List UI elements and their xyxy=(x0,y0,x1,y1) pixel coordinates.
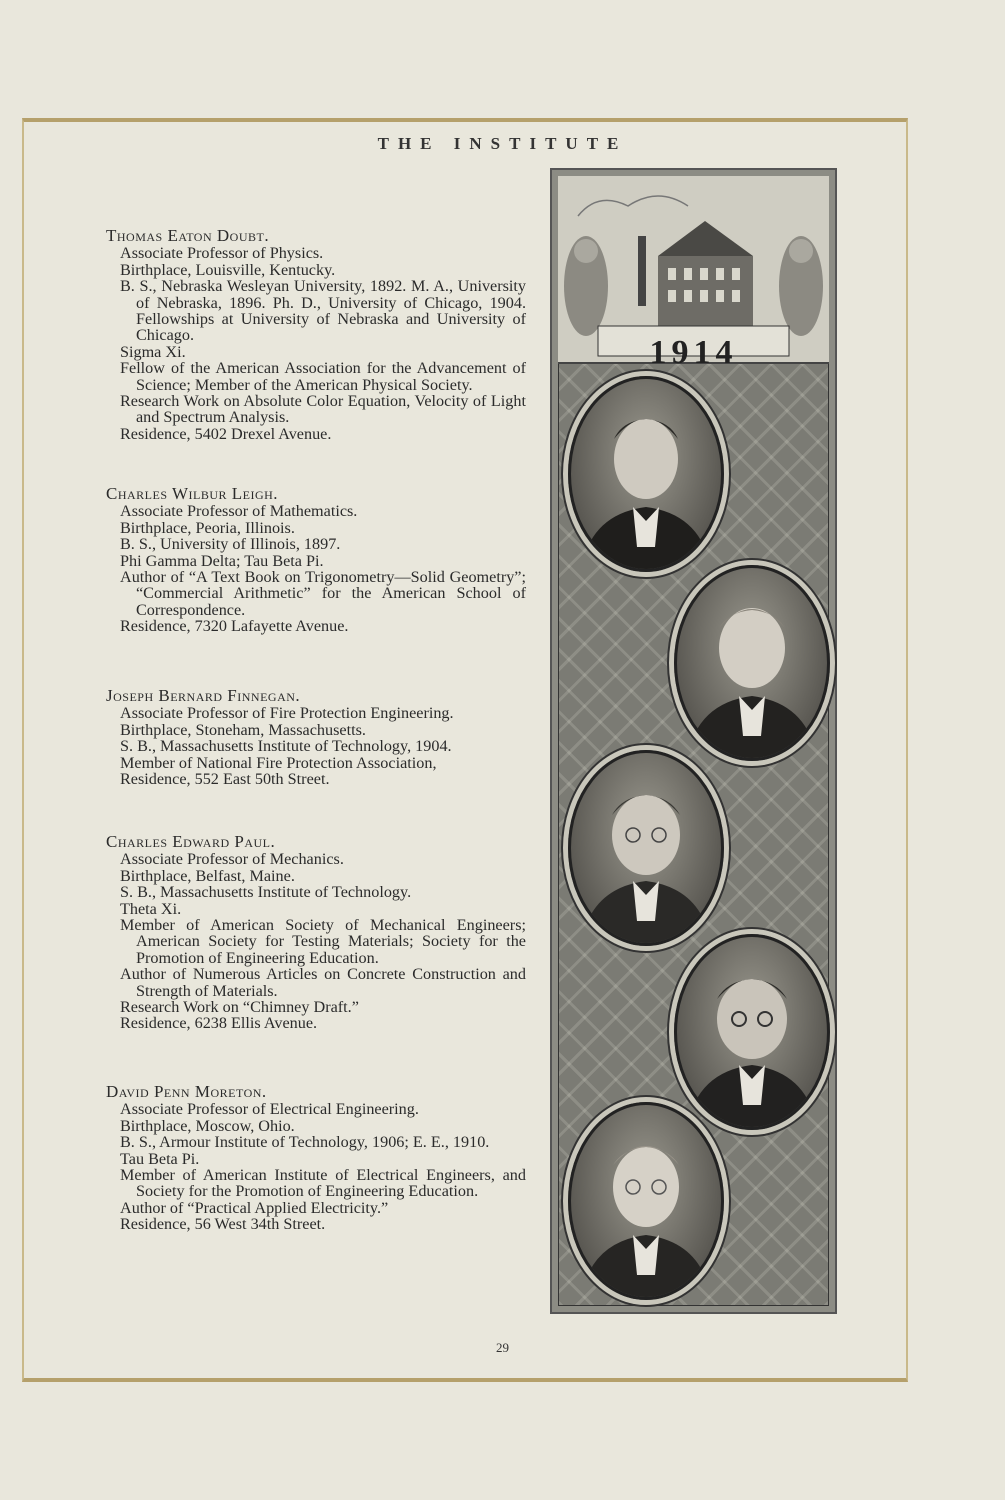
entry-line: Member of National Fire Protection Association, xyxy=(120,753,437,772)
portrait-figure xyxy=(571,753,721,943)
entry-line: Residence, 552 East 50th Street. xyxy=(120,770,330,789)
faculty-entry-doubt xyxy=(106,228,526,442)
entry-line: Tau Beta Pi. xyxy=(120,1149,200,1168)
entry-line: B. S., University of Illinois, 1897. xyxy=(120,535,341,554)
entry-line: Sigma Xi. xyxy=(120,342,186,361)
year-label: 1914 xyxy=(649,334,738,371)
entry-line: Phi Gamma Delta; Tau Beta Pi. xyxy=(120,551,324,570)
portrait-photo-doubt xyxy=(568,376,724,572)
entry-line: Theta Xi. xyxy=(120,899,182,918)
faculty-entry-paul xyxy=(106,834,526,1032)
portrait-photo-leigh xyxy=(674,565,830,761)
faculty-name: Charles Edward Paul. xyxy=(106,832,276,851)
entry-line: Fellow of the American Association for the Advancement of Science; Member of the American Physical Society. xyxy=(120,359,526,394)
faculty-name: David Penn Moreton. xyxy=(106,1082,267,1101)
entry-line: B. S., Armour Institute of Technology, 1906; E. E., 1910. xyxy=(120,1133,490,1152)
entry-line: Research Work on Absolute Color Equation, Velocity of Light and Spectrum Analysis. xyxy=(120,392,526,427)
faculty-entry-leigh xyxy=(106,486,526,635)
entry-line: S. B., Massachusetts Institute of Technology. xyxy=(120,883,412,902)
entry-line: S. B., Massachusetts Institute of Technology, 1904. xyxy=(120,737,452,756)
portrait-figure xyxy=(677,568,827,758)
entry-line: Author of “Practical Applied Electricity.” xyxy=(120,1198,389,1217)
entry-line: Associate Professor of Mathematics. xyxy=(120,502,358,521)
entry-line: Birthplace, Belfast, Maine. xyxy=(120,866,295,885)
portrait-figure xyxy=(677,937,827,1127)
portrait-photo-finnegan xyxy=(568,750,724,946)
campus-illustration-banner xyxy=(558,176,829,371)
entry-line: Birthplace, Moscow, Ohio. xyxy=(120,1116,295,1135)
portrait-figure xyxy=(571,1105,721,1297)
entry-line: Associate Professor of Fire Protection Engineering. xyxy=(120,704,454,723)
entry-line: Member of American Society of Mechanical Engineers; American Society for Testing Materials; Society for the Promotion of Engineering Education. xyxy=(120,916,526,967)
entry-line: Associate Professor of Mechanics. xyxy=(120,850,344,869)
faculty-name: Thomas Eaton Doubt. xyxy=(106,226,270,245)
faculty-entry-moreton xyxy=(106,1084,526,1233)
entry-line: Birthplace, Stoneham, Massachusetts. xyxy=(120,720,366,739)
entry-line: Birthplace, Louisville, Kentucky. xyxy=(120,260,336,279)
entry-line: Research Work on “Chimney Draft.” xyxy=(120,998,359,1017)
faculty-name: Charles Wilbur Leigh. xyxy=(106,484,279,503)
portrait-figure xyxy=(571,379,721,569)
entry-line: Author of “A Text Book on Trigonometry—Solid Geometry”; “Commercial Arithmetic” for the American School of Correspondence. xyxy=(120,568,526,619)
portrait-panel xyxy=(550,168,837,1314)
page-number: 29 xyxy=(496,1340,509,1355)
entry-line: Residence, 56 West 34th Street. xyxy=(120,1215,326,1234)
portrait-photo-paul xyxy=(674,934,830,1130)
page-header: THE INSTITUTE xyxy=(377,134,628,153)
entry-line: Author of Numerous Articles on Concrete Construction and Strength of Materials. xyxy=(120,965,526,1000)
entry-line: B. S., Nebraska Wesleyan University, 1892. M. A., University of Nebraska, 1896. Ph. D., University of Chicago, 1904. Fellowships at University of Nebraska and University of Chicago. xyxy=(120,277,526,345)
entry-line: Residence, 7320 Lafayette Avenue. xyxy=(120,617,349,636)
entry-line: Associate Professor of Physics. xyxy=(120,244,324,263)
entry-line: Associate Professor of Electrical Engineering. xyxy=(120,1100,419,1119)
entry-line: Birthplace, Peoria, Illinois. xyxy=(120,518,295,537)
portrait-photo-moreton xyxy=(568,1102,724,1300)
faculty-name: Joseph Bernard Finnegan. xyxy=(106,686,301,705)
entry-line: Member of American Institute of Electrical Engineers, and Society for the Promotion of Engineering Education. xyxy=(120,1166,526,1201)
entry-line: Residence, 5402 Drexel Avenue. xyxy=(120,424,332,443)
entry-line: Residence, 6238 Ellis Avenue. xyxy=(120,1014,318,1033)
faculty-entry-finnegan xyxy=(106,688,526,787)
